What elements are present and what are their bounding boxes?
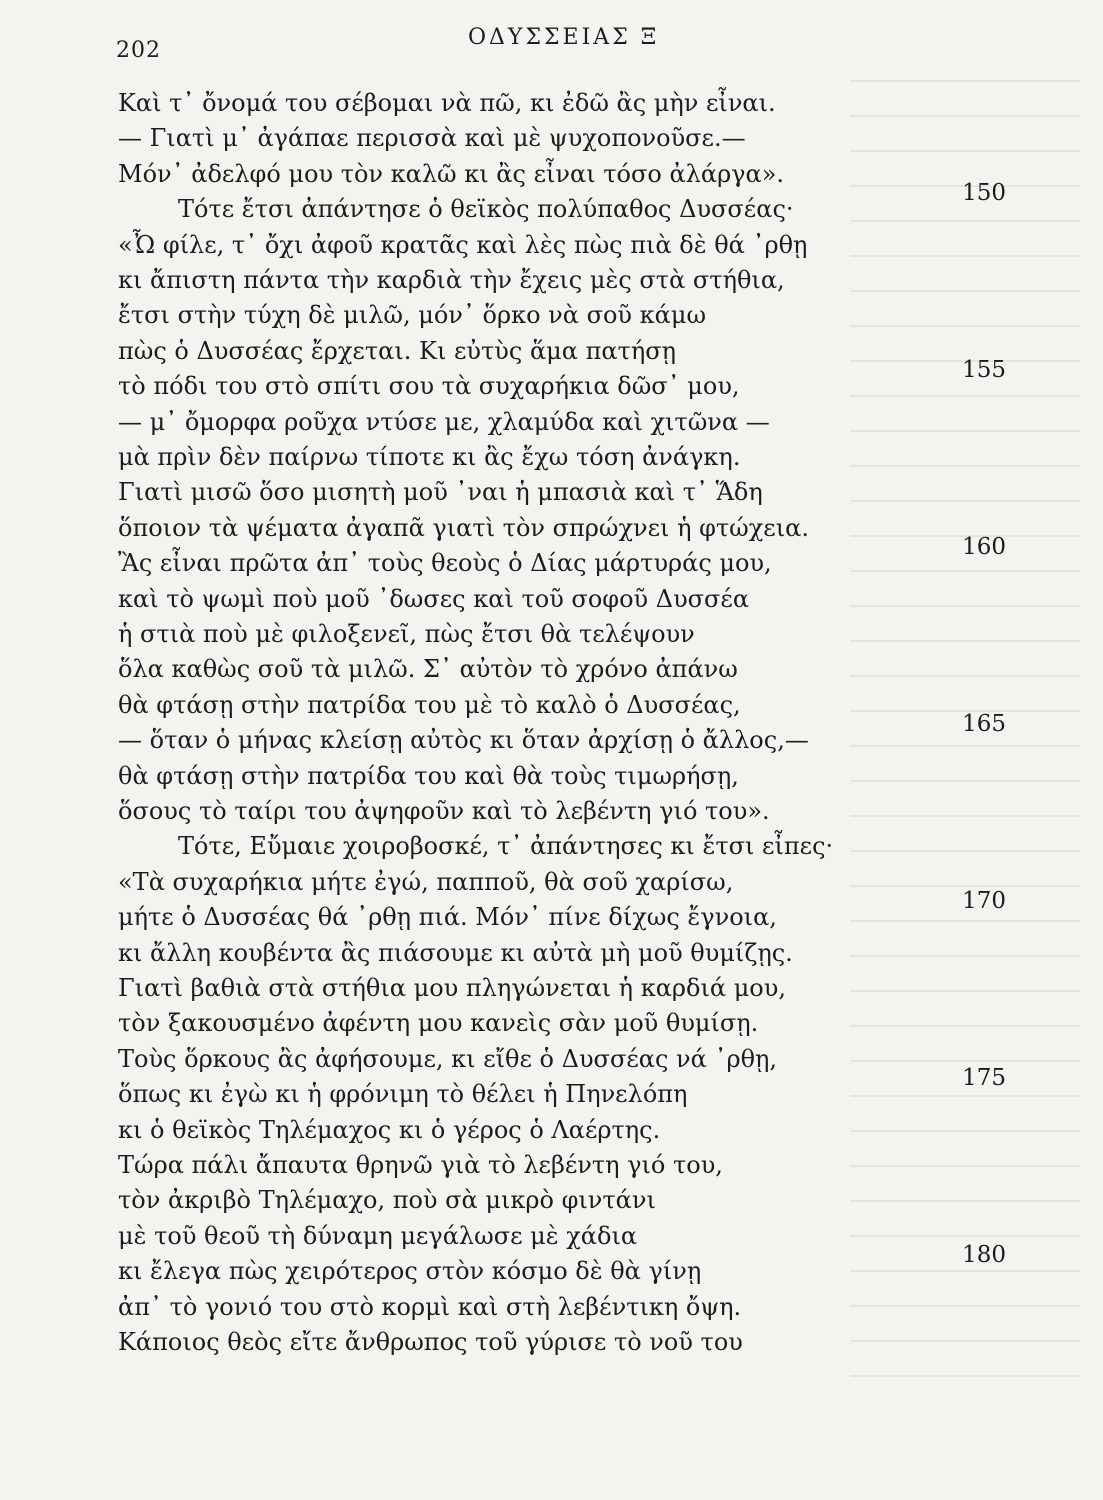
verse-line: κι ἔλεγα πὼς χειρότερος στὸν κόσμο δὲ θὰ γίνῃ — [118, 1257, 702, 1286]
verse-line: — ὅταν ὁ μήνας κλείσῃ αὐτὸς κι ὅταν ἀρχίσῃ ὁ ἄλλος,— — [118, 726, 809, 755]
verse-line: κι ὁ θεϊκὸς Τηλέμαχος κι ὁ γέρος ὁ Λαέρτης. — [118, 1115, 661, 1144]
verse-line: Καὶ τ᾽ ὄνομά του σέβομαι νὰ πῶ, κι ἐδῶ ἂς μὴν εἶναι. — [118, 89, 776, 117]
verse-line: ἀπ᾽ τὸ γονιό του στὸ κορμὶ καὶ στὴ λεβέντικη ὄψη. — [118, 1292, 742, 1321]
verse-line: μὰ πρὶν δὲν παίρνω τίποτε κι ἂς ἔχω τόση ἀνάγκη. — [118, 443, 741, 471]
verse-line: ἡ στιὰ ποὺ μὲ φιλοξενεῖ, πὼς ἔτσι θὰ τελέψουν — [118, 620, 695, 648]
verse-line: Μόν᾽ ἀδελφό μου τὸν καλῶ κι ἂς εἶναι τόσο ἀλάργα». — [118, 159, 785, 188]
page-number: 202 — [116, 38, 161, 63]
line-number: 150 — [962, 180, 1006, 207]
verse-line: ὅποιον τὰ ψέματα ἀγαπᾶ γιατὶ τὸν σπρώχνει ἡ φτώχεια. — [118, 513, 809, 542]
verse-line: κι ἄπιστη πάντα τὴν καρδιὰ τὴν ἔχεις μὲς στὰ στήθια, — [118, 266, 785, 294]
verse-line: ὅσους τὸ ταίρι του ἀψηφοῦν καὶ τὸ λεβέντη γιό του». — [118, 797, 770, 825]
line-number: 175 — [962, 1065, 1006, 1092]
verse-line: Κάποιος θεὸς εἴτε ἄνθρωπος τοῦ γύρισε τὸ νοῦ του — [118, 1328, 743, 1356]
line-number: 155 — [962, 357, 1006, 384]
verse-line: — Γιατὶ μ᾽ ἀγάπαε περισσὰ καὶ μὲ ψυχοπονοῦσε.— — [118, 124, 746, 153]
verse-line: Τότε, Εὔμαιε χοιροβοσκέ, τ᾽ ἀπάντησες κι ἔτσι εἶπες· — [178, 832, 834, 861]
line-number: 160 — [962, 534, 1006, 561]
verse-line: τὸν ξακουσμένο ἀφέντη μου κανεὶς σὰν μοῦ θυμίσῃ. — [118, 1009, 759, 1038]
verse-line: — μ᾽ ὄμορφα ροῦχα ντύσε με, χλαμύδα καὶ χιτῶνα — — [118, 407, 770, 436]
line-number: 180 — [962, 1242, 1006, 1269]
verse-line: μήτε ὁ Δυσσέας θά ᾽ρθῃ πιά. Μόν᾽ πίνε δίχως ἔγνοια, — [118, 903, 777, 932]
verse-line: Τώρα πάλι ἄπαυτα θρηνῶ γιὰ τὸ λεβέντη γιό του, — [118, 1151, 723, 1179]
verse-line: «Ὦ φίλε, τ᾽ ὄχι ἀφοῦ κρατᾶς καὶ λὲς πὼς πιὰ δὲ θά ᾽ρθῃ — [118, 230, 808, 259]
verse-line: Ἂς εἶναι πρῶτα ἀπ᾽ τοὺς θεοὺς ὁ Δίας μάρτυράς μου, — [118, 549, 772, 578]
verse-line: «Τὰ συχαρήκια μήτε ἐγώ, παπποῦ, θὰ σοῦ χαρίσω, — [118, 867, 734, 896]
bleed-through-text — [850, 80, 1080, 1400]
line-number: 170 — [962, 888, 1006, 915]
verse-line: Τότε ἔτσι ἀπάντησε ὁ θεϊκὸς πολύπαθος Δυσσέας· — [178, 195, 794, 224]
verse-line: τὸν ἀκριβὸ Τηλέμαχο, ποὺ σὰ μικρὸ φιντάνι — [118, 1186, 656, 1215]
verse-line: Τοὺς ὅρκους ἂς ἀφήσουμε, κι εἴθε ὁ Δυσσέας νά ᾽ρθῃ, — [118, 1044, 778, 1073]
line-number: 165 — [962, 711, 1006, 738]
verse-line: καὶ τὸ ψωμὶ ποὺ μοῦ ᾽δωσες καὶ τοῦ σοφοῦ Δυσσέα — [118, 584, 750, 613]
running-head: ΟΔΥΣΣΕΙΑΣ Ξ — [468, 25, 660, 50]
verse-line: μὲ τοῦ θεοῦ τὴ δύναμη μεγάλωσε μὲ χάδια — [118, 1221, 638, 1250]
verse-line: ὅπως κι ἐγὼ κι ἡ φρόνιμη τὸ θέλει ἡ Πηνελόπη — [118, 1080, 688, 1109]
verse-line: θὰ φτάσῃ στὴν πατρίδα του καὶ θὰ τοὺς τιμωρήσῃ, — [118, 761, 739, 790]
verse-line: κι ἄλλη κουβέντα ἂς πιάσουμε κι αὐτὰ μὴ μοῦ θυμίζῃς. — [118, 938, 793, 967]
verse-line: τὸ πόδι του στὸ σπίτι σου τὰ συχαρήκια δῶσ᾽ μου, — [118, 372, 740, 401]
verse-line: Γιατὶ μισῶ ὅσο μισητὴ μοῦ ᾽ναι ἡ μπασιὰ καὶ τ᾽ Ἅδη — [118, 478, 763, 507]
verse-line: ὅλα καθὼς σοῦ τὰ μιλῶ. Σ᾽ αὐτὸν τὸ χρόνο ἀπάνω — [118, 655, 738, 684]
verse-line: θὰ φτάσῃ στὴν πατρίδα του μὲ τὸ καλὸ ὁ Δυσσέας, — [118, 690, 741, 719]
verse-line: ἔτσι στὴν τύχη δὲ μιλῶ, μόν᾽ ὅρκο νὰ σοῦ κάμω — [118, 301, 707, 330]
verse-line: Γιατὶ βαθιὰ στὰ στήθια μου πληγώνεται ἡ καρδιά μου, — [118, 974, 786, 1002]
verse-line: πὼς ὁ Δυσσέας ἔρχεται. Κι εὐτὺς ἅμα πατήσῃ — [118, 336, 676, 365]
